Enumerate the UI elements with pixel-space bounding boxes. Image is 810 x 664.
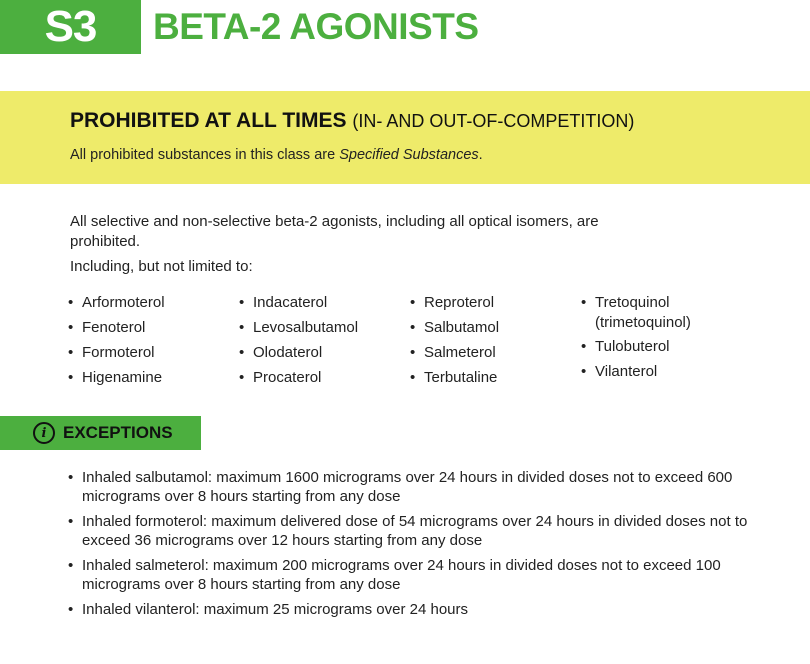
substance-item: • Levosalbutamol	[239, 318, 358, 343]
exception-item: • Inhaled vilanterol: maximum 25 micrograms over 24 hours	[68, 600, 758, 619]
banner-title	[70, 109, 634, 133]
substance-item: • Salbutamol	[410, 318, 499, 343]
substance-item: • Higenamine	[68, 368, 165, 393]
substance-item: • Vilanterol	[581, 362, 711, 387]
exception-item: • Inhaled salbutamol: maximum 1600 micrograms over 24 hours in divided doses not to exceed 600 micrograms over 8 hours starting from any dose	[68, 468, 758, 506]
banner-note-prefix: All prohibited substances in this class are	[70, 147, 340, 163]
exception-item: • Inhaled formoterol: maximum delivered dose of 54 micrograms over 24 hours in divided doses not to exceed 36 micrograms over 12 hours starting from any dose	[68, 512, 758, 550]
substance-item: • Olodaterol	[239, 343, 358, 368]
substance-item: • Fenoterol	[68, 318, 165, 343]
including-text: Including, but not limited to:	[70, 258, 253, 275]
substance-item: • Formoterol	[68, 343, 165, 368]
substance-item: • Salmeterol	[410, 343, 499, 368]
exceptions-tab	[0, 416, 201, 450]
banner-title-sub: (IN- AND OUT-OF-COMPETITION)	[352, 111, 635, 131]
banner-title-main: PROHIBITED AT ALL TIMES	[70, 109, 347, 132]
substance-column-2	[239, 293, 358, 393]
info-icon: i	[33, 422, 55, 444]
section-code-badge: S3	[0, 0, 141, 54]
substance-item: • Terbutaline	[410, 368, 499, 393]
substance-item: • Tretoquinol (trimetoquinol)	[581, 293, 711, 337]
banner-note-emphasis: Specified Substances	[339, 147, 479, 163]
exception-item: • Inhaled salmeterol: maximum 200 micrograms over 24 hours in divided doses not to exceed 100 micrograms over 8 hours starting from any dose	[68, 556, 758, 594]
substance-column-1	[68, 293, 165, 393]
section-header	[0, 0, 479, 60]
substance-item: • Tulobuterol	[581, 337, 711, 362]
exceptions-list	[68, 468, 758, 625]
banner-note	[70, 147, 483, 163]
prohibited-banner	[0, 91, 810, 184]
substance-item: • Reproterol	[410, 293, 499, 318]
banner-note-suffix: .	[478, 147, 483, 163]
section-title: BETA-2 AGONISTS	[153, 6, 479, 47]
substance-column-4	[581, 293, 711, 387]
intro-text: All selective and non-selective beta-2 agonists, including all optical isomers, are prohibited.	[70, 213, 599, 250]
exceptions-label: EXCEPTIONS	[63, 423, 173, 442]
substance-item: • Procaterol	[239, 368, 358, 393]
substance-item: • Indacaterol	[239, 293, 358, 318]
substance-item: • Arformoterol	[68, 293, 165, 318]
substance-column-3	[410, 293, 499, 393]
